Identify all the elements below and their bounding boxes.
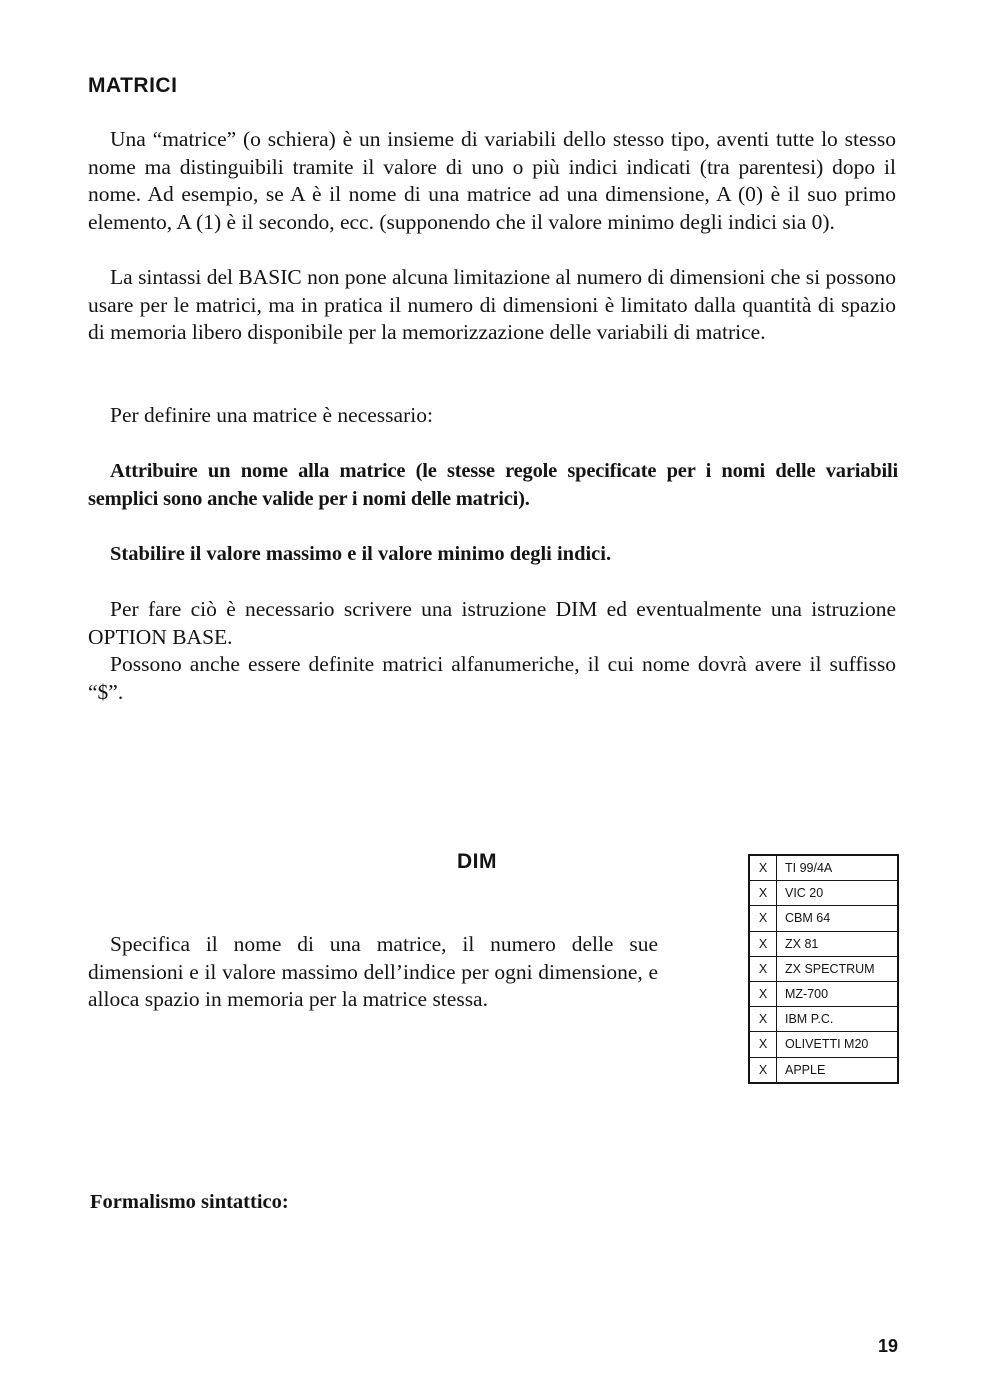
compatibility-mark: X bbox=[749, 1007, 777, 1032]
dim-title: DIM bbox=[457, 850, 497, 873]
computer-name: MZ-700 bbox=[777, 981, 899, 1006]
compatibility-mark: X bbox=[749, 1032, 777, 1057]
paragraph-definition: Una “matrice” (o schiera) è un insieme di variabili dello stesso tipo, aventi tutte lo stesso nome ma distinguibili tramite il valore di uno o più indici indicati (tra parentesi) dopo il nome. Ad esempio, se A è il nome di una matrice ad una dimensione, A (0) è il suo primo elemento, A (1) è il secondo, ecc. (supponendo che il valore minimo degli indici sia 0). bbox=[88, 127, 896, 234]
compatibility-row bbox=[749, 1007, 898, 1032]
compatibility-row bbox=[749, 981, 898, 1006]
computer-name: OLIVETTI M20 bbox=[777, 1032, 899, 1057]
computer-name: VIC 20 bbox=[777, 881, 899, 906]
computer-name: IBM P.C. bbox=[777, 1007, 899, 1032]
computer-name: ZX 81 bbox=[777, 931, 899, 956]
section-title: MATRICI bbox=[88, 74, 178, 97]
compatibility-row bbox=[749, 1057, 898, 1083]
syntax-label: Formalismo sintattico: bbox=[90, 1191, 289, 1213]
compatibility-mark: X bbox=[749, 931, 777, 956]
computer-name: ZX SPECTRUM bbox=[777, 956, 899, 981]
paragraph-requirements-intro: Per definire una matrice è necessario: bbox=[110, 403, 433, 427]
paragraph-dimensions: La sintassi del BASIC non pone alcuna limitazione al numero di dimensioni che si possono usare per le matrici, ma in pratica il numero di dimensioni è limitato dalla quantità di spazio di memoria libero disponibile per la memorizzazione delle variabili di matrice. bbox=[88, 265, 896, 344]
dim-description: Specifica il nome di una matrice, il numero delle sue dimensioni e il valore massimo dell’indice per ogni dimensione, e alloca spazio in memoria per la matrice stessa. bbox=[88, 932, 658, 1011]
compatibility-table bbox=[748, 854, 899, 1084]
computer-name: APPLE bbox=[777, 1057, 899, 1083]
compatibility-mark: X bbox=[749, 981, 777, 1006]
computer-name: CBM 64 bbox=[777, 906, 899, 931]
compatibility-row bbox=[749, 906, 898, 931]
compatibility-mark: X bbox=[749, 855, 777, 881]
requirement-indices: Stabilire il valore massimo e il valore minimo degli indici. bbox=[110, 543, 612, 565]
compatibility-row bbox=[749, 956, 898, 981]
compatibility-mark: X bbox=[749, 956, 777, 981]
page-number: 19 bbox=[878, 1336, 899, 1356]
computer-name: TI 99/4A bbox=[777, 855, 899, 881]
compatibility-row bbox=[749, 855, 898, 881]
requirement-name: Attribuire un nome alla matrice (le stesse regole specificate per i nomi delle variabili semplici sono anche valide per i nomi delle matrici). bbox=[88, 460, 898, 510]
compatibility-row bbox=[749, 1032, 898, 1057]
compatibility-row bbox=[749, 931, 898, 956]
paragraph-string-arrays: Possono anche essere definite matrici alfanumeriche, il cui nome dovrà avere il suffisso “$”. bbox=[88, 652, 896, 704]
paragraph-dim-statement: Per fare ciò è necessario scrivere una istruzione DIM ed eventualmente una istruzione OPTION BASE. bbox=[88, 597, 896, 649]
compatibility-mark: X bbox=[749, 906, 777, 931]
compatibility-mark: X bbox=[749, 1057, 777, 1083]
compatibility-mark: X bbox=[749, 881, 777, 906]
compatibility-row bbox=[749, 881, 898, 906]
